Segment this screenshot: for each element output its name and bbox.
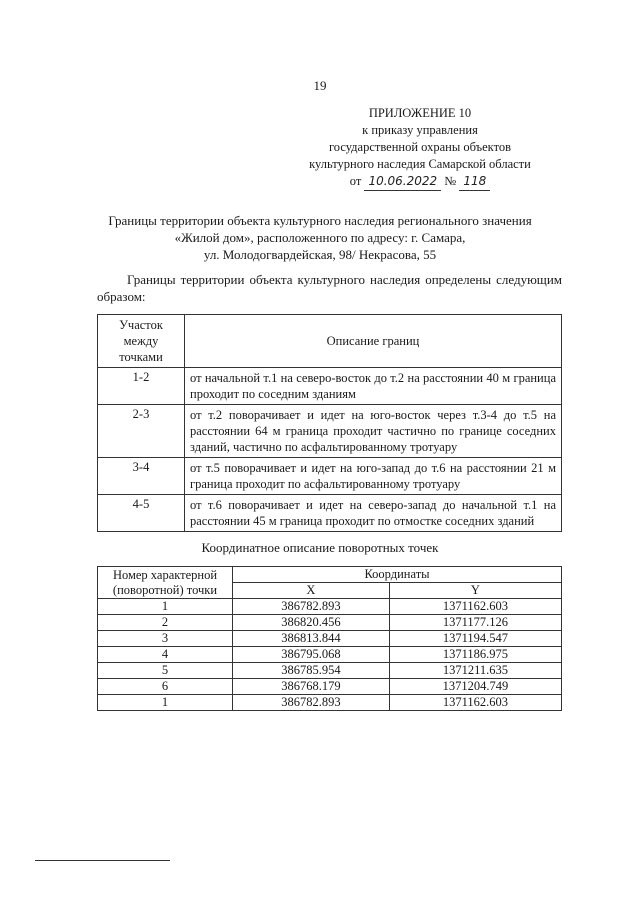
coordinates-header bbox=[98, 567, 562, 583]
point-cell: 3 bbox=[98, 631, 233, 647]
y-cell: 1371162.603 bbox=[389, 599, 561, 615]
table-row bbox=[98, 599, 562, 615]
point-cell: 4 bbox=[98, 647, 233, 663]
y-cell: 1371211.635 bbox=[389, 663, 561, 679]
y-cell: 1371204.749 bbox=[389, 679, 561, 695]
boundary-table-header bbox=[98, 315, 562, 368]
table-row bbox=[98, 679, 562, 695]
section-cell: 3-4 bbox=[98, 458, 185, 495]
description-cell: от т.2 поворачивает и идет на юго-восток через т.3-4 до т.5 на расстоянии 64 м граница проходит частично по границе соседних зданий, частично по асфальтированному тротуару bbox=[185, 405, 562, 458]
x-cell: 386785.954 bbox=[233, 663, 390, 679]
header-y: Y bbox=[389, 583, 561, 599]
table-row bbox=[98, 647, 562, 663]
section-cell: 4-5 bbox=[98, 495, 185, 532]
y-cell: 1371177.126 bbox=[389, 615, 561, 631]
title-line: ул. Молодогвардейская, 98/ Некрасова, 55 bbox=[203, 247, 437, 262]
title-line: «Жилой дом», расположенного по адресу: г. Самара, bbox=[174, 230, 466, 245]
header-coordinates: Координаты bbox=[233, 567, 562, 583]
page-number: 19 bbox=[313, 78, 327, 93]
x-cell: 386782.893 bbox=[233, 695, 390, 711]
point-cell: 2 bbox=[98, 615, 233, 631]
order-prefix: от bbox=[349, 174, 362, 188]
point-cell: 1 bbox=[98, 695, 233, 711]
order-reference bbox=[290, 173, 550, 191]
document-title bbox=[70, 212, 570, 263]
coordinates-title: Координатное описание поворотных точек bbox=[201, 540, 439, 555]
header-x: X bbox=[233, 583, 390, 599]
table-row bbox=[98, 368, 562, 405]
x-cell: 386768.179 bbox=[233, 679, 390, 695]
boundary-table bbox=[97, 314, 562, 532]
appendix-line: государственной охраны объектов bbox=[328, 140, 512, 154]
point-cell: 5 bbox=[98, 663, 233, 679]
y-cell: 1371186.975 bbox=[389, 647, 561, 663]
order-number-field bbox=[459, 173, 490, 191]
header-point: Номер характерной (поворотной) точки bbox=[98, 567, 233, 599]
table-row bbox=[98, 458, 562, 495]
intro-paragraph: Границы территории объекта культурного наследия определены следующим образом: bbox=[97, 272, 562, 304]
order-number-sign: № bbox=[444, 174, 457, 188]
table-row bbox=[98, 631, 562, 647]
table-row bbox=[98, 695, 562, 711]
y-cell: 1371162.603 bbox=[389, 695, 561, 711]
table-row bbox=[98, 663, 562, 679]
section-cell: 1-2 bbox=[98, 368, 185, 405]
title-line: Границы территории объекта культурного наследия регионального значения bbox=[108, 213, 532, 228]
footnote-divider bbox=[35, 860, 170, 861]
table-row bbox=[98, 405, 562, 458]
header-section: Участок между точками bbox=[98, 315, 185, 368]
header-description: Описание границ bbox=[185, 315, 562, 368]
coordinates-table bbox=[97, 566, 562, 711]
x-cell: 386813.844 bbox=[233, 631, 390, 647]
order-number: 118 bbox=[463, 174, 487, 188]
x-cell: 386795.068 bbox=[233, 647, 390, 663]
point-cell: 1 bbox=[98, 599, 233, 615]
appendix-line: ПРИЛОЖЕНИЕ 10 bbox=[368, 106, 472, 120]
x-cell: 386782.893 bbox=[233, 599, 390, 615]
appendix-line: культурного наследия Самарской области bbox=[309, 157, 531, 171]
table-row bbox=[98, 615, 562, 631]
description-cell: от т.5 поворачивает и идет на юго-запад до т.6 на расстоянии 21 м граница проходит по асфальтированному тротуару bbox=[185, 458, 562, 495]
point-cell: 6 bbox=[98, 679, 233, 695]
description-cell: от т.6 поворачивает и идет на северо-запад до начальной т.1 на расстоянии 45 м граница проходит по отмостке соседних зданий bbox=[185, 495, 562, 532]
description-cell: от начальной т.1 на северо-восток до т.2 на расстоянии 40 м граница проходит по соседним зданиям bbox=[185, 368, 562, 405]
appendix-header bbox=[290, 105, 550, 191]
y-cell: 1371194.547 bbox=[389, 631, 561, 647]
order-date: 10.06.2022 bbox=[368, 174, 438, 188]
order-date-field bbox=[364, 173, 441, 191]
appendix-line: к приказу управления bbox=[362, 123, 478, 137]
x-cell: 386820.456 bbox=[233, 615, 390, 631]
table-row bbox=[98, 495, 562, 532]
section-cell: 2-3 bbox=[98, 405, 185, 458]
